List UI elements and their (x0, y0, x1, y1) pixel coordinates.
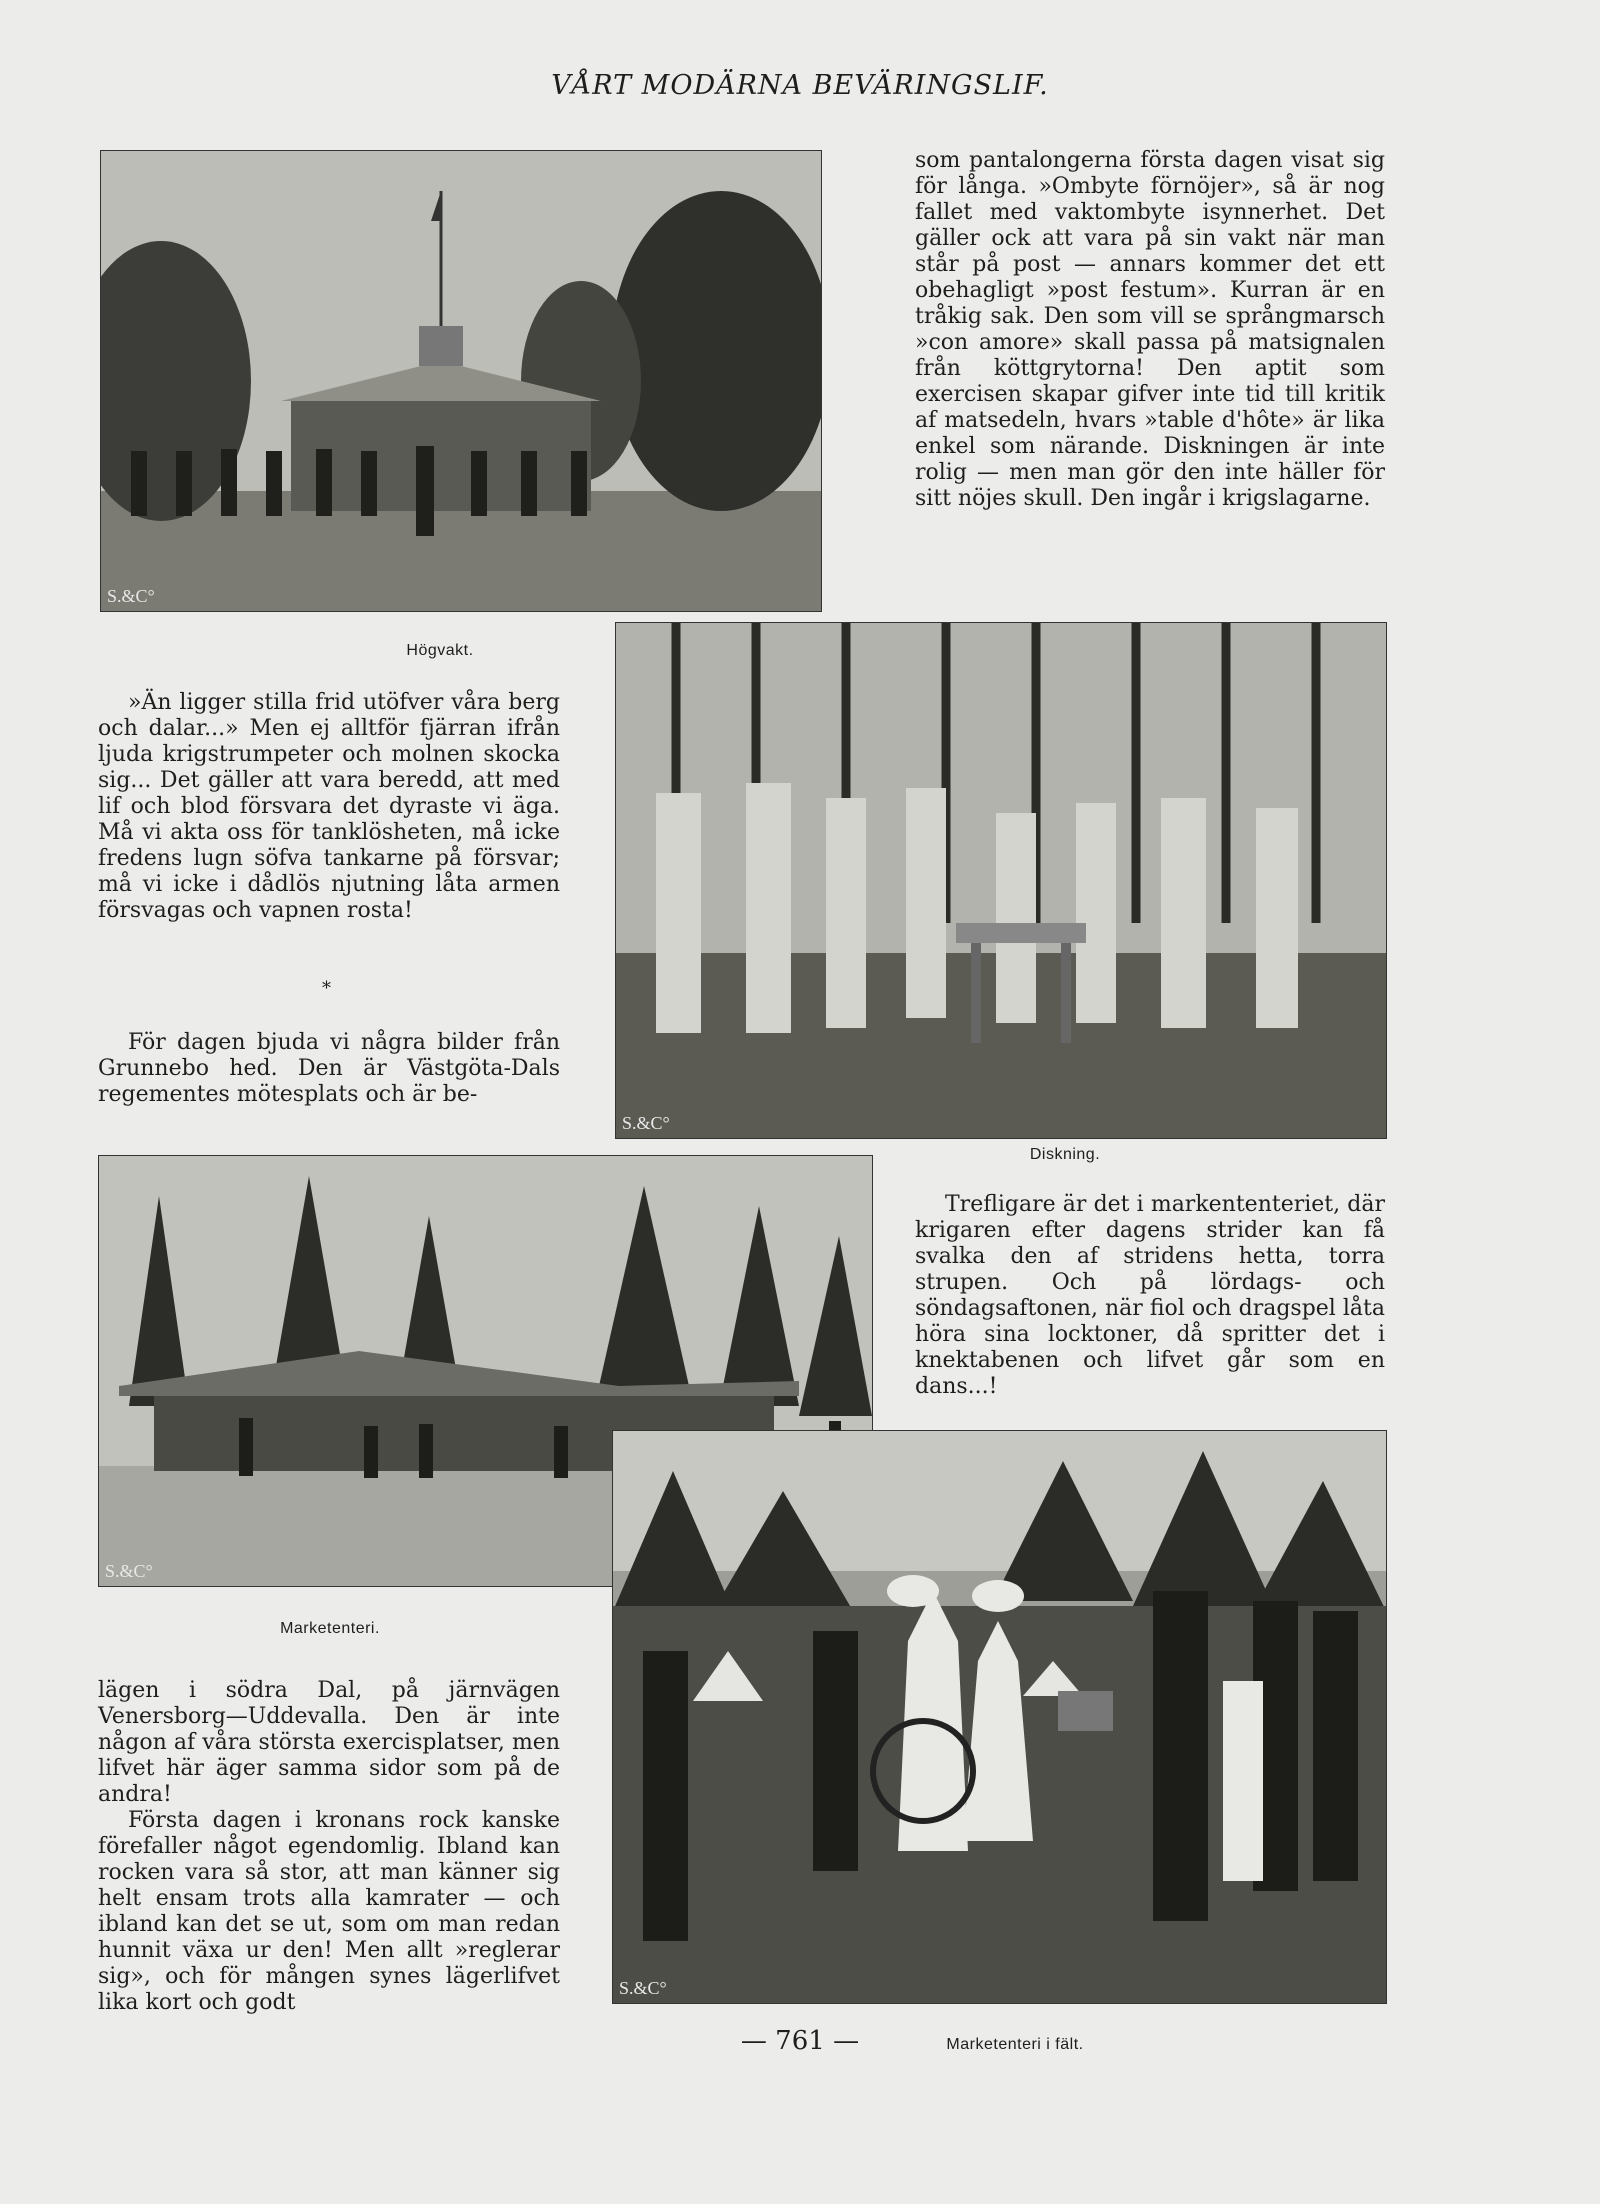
text-column-right-top (915, 148, 1385, 512)
field-canteen-illustration (613, 1431, 1386, 2003)
caption-marketenteri-i-falt: Marketenteri i fält. (946, 2036, 1084, 2053)
paragraph: Första dagen i kronans rock kanske förefaller något egendomlig. Ibland kan rocken vara så stor, att man känner sig helt ensam trots alla kamrater — och ibland kan det se ut, som om man redan hunnit växa ur den! Men allt »reglerar sig», och för mången synes lägerlifvet lika kort och godt (98, 1808, 560, 2015)
paragraph: Trefligare är det i markententeriet, där krigaren efter dagens strider kan få svalka den af stridens hetta, torra strupen. Och på lördags- och söndagsaftonen, när fiol och dragspel låta höra sina locktoner, då spritter det i knektabenen och lifvet går som en dans...! (915, 1192, 1385, 1399)
paragraph: »Än ligger stilla frid utöfver våra berg och dalar...» Men ej alltför fjärran ifrån ljuda krigstrumpeter och molnen skocka sig... Det gäller att vara beredd, att med lif och blod försvara det dyraste vi äga. Må vi akta oss för tanklösheten, må icke fredens lugn söfva tankarne på försvar; må vi icke i dådlös njutning låta armen försvagas och vapnen rosta! (98, 690, 560, 923)
photo-credit: S.&C° (622, 1113, 670, 1133)
running-head: VÅRT MODÄRNA BEVÄRINGSLIF. (551, 70, 1049, 101)
photo-credit: S.&C° (619, 1978, 667, 1998)
dishwashing-illustration (616, 623, 1386, 1138)
paragraph: lägen i södra Dal, på järnvägen Venersborg—Uddevalla. Den är inte någon af våra största exercisplatser, men lifvet här äger samma sidor som på de andra! (98, 1678, 560, 1807)
text-column-right-mid (915, 1192, 1385, 1400)
photo-hogvakt (100, 150, 822, 612)
caption-hogvakt: Högvakt. (406, 642, 474, 659)
photo-credit: S.&C° (105, 1561, 153, 1581)
caption-diskning: Diskning. (1029, 1146, 1101, 1163)
text-column-left-bottom (98, 1678, 560, 2016)
page-number: — 761 — (740, 2026, 860, 2056)
text-column-left-mid (98, 690, 560, 924)
paragraph: som pantalongerna första dagen visat sig för långa. »Ombyte förnöjer», så är nog fallet med vaktombyte isynnerhet. Det gäller ock att vara på sin vakt när man står på post — annars kommer det ett obehagligt »post festum». Kurran är en tråkig sak. Den som vill se språngmarsch »con amore» skall passa på matsignalen från köttgrytorna! Den aptit som exercisen skapar gifver inte tid till kritik af matsedeln, hvars »table d'hôte» är lika enkel som närande. Diskningen är inte rolig — men man gör den inte häller för sitt nöjes skull. Den ingår i krigslagarne. (915, 148, 1385, 511)
photo-marketenteri-i-falt (612, 1430, 1387, 2004)
paragraph: För dagen bjuda vi några bilder från Grunnebo hed. Den är Västgöta-Dals regementes mötesplats och är be- (98, 1030, 560, 1107)
photo-credit: S.&C° (107, 586, 155, 606)
text-column-left-mid2 (98, 1030, 560, 1108)
caption-marketenteri: Marketenteri. (280, 1620, 380, 1637)
guardhouse-illustration (101, 151, 821, 611)
section-separator: * (322, 978, 331, 999)
photo-diskning (615, 622, 1387, 1139)
